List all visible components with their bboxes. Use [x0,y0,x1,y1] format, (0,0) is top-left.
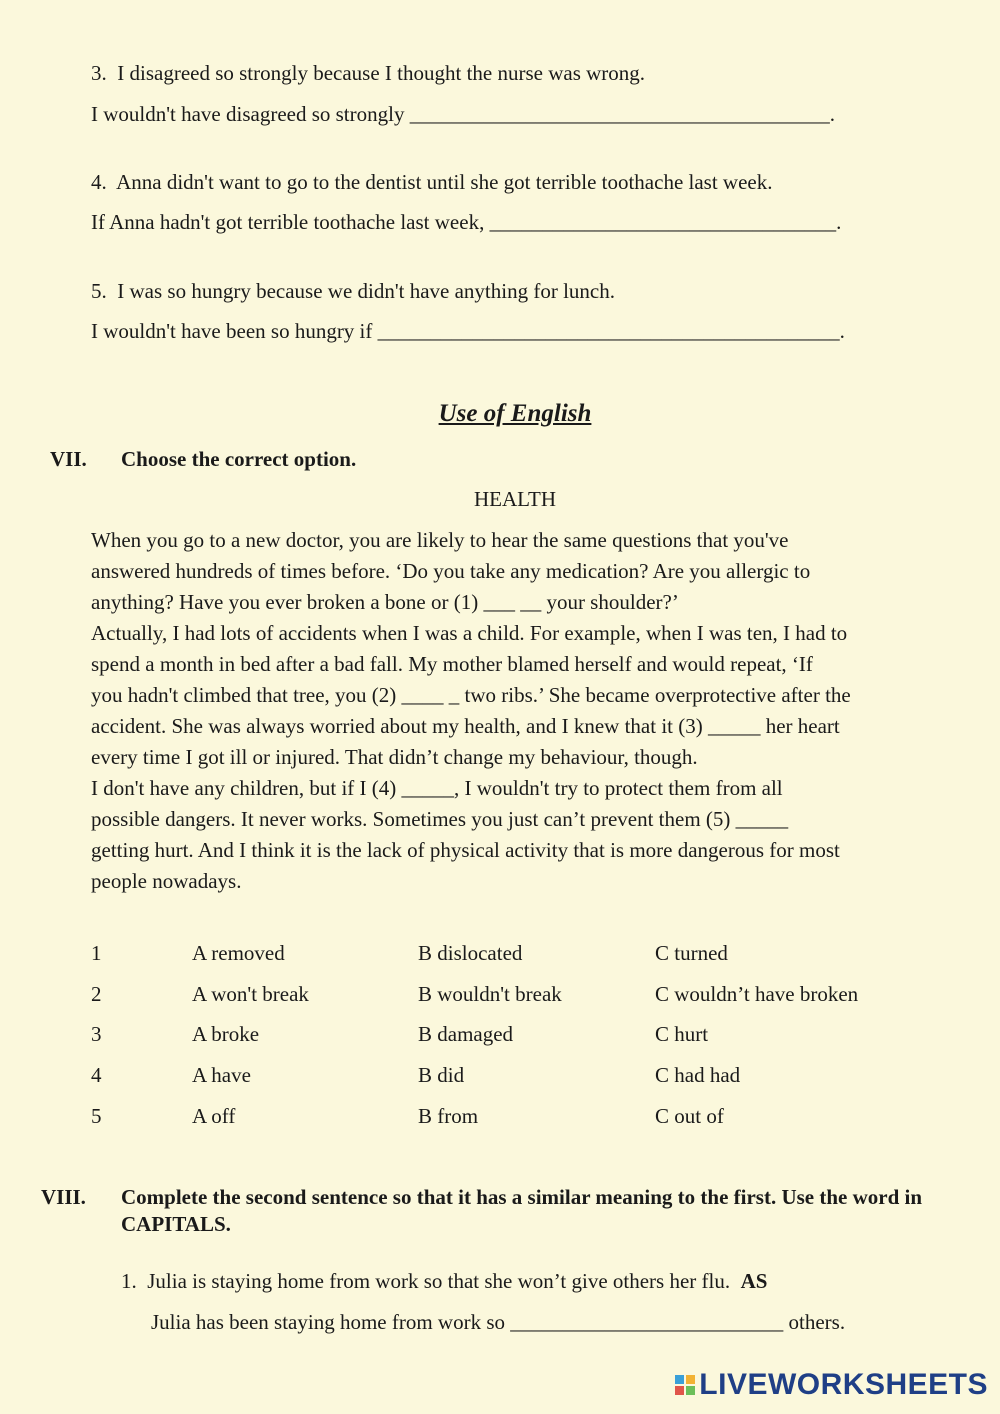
answer-line-4[interactable]: If Anna hadn't got terrible toothache last week, _________________________________. [91,210,842,234]
question-number: 4. [91,170,107,194]
option-number: 3 [91,1022,102,1046]
option-c[interactable]: C wouldn’t have broken [655,982,859,1006]
passage-line: spend a month in bed after a bad fall. My mother blamed herself and would repeat, ‘If [91,652,813,676]
question-text: Julia is staying home from work so that she won’t give others her flu. [147,1269,731,1293]
question-text: Anna didn't want to go to the dentist until she got terrible toothache last week. [116,170,773,194]
question-text: I was so hungry because we didn't have anything for lunch. [117,279,615,303]
question-4 [91,170,773,195]
question-text: I disagreed so strongly because I thought the nurse was wrong. [117,61,646,85]
passage-line: every time I got ill or injured. That didn’t change my behaviour, though. [91,745,698,769]
option-c[interactable]: C out of [655,1104,724,1128]
passage-line: people nowadays. [91,869,242,893]
option-c[interactable]: C turned [655,941,728,965]
option-a[interactable]: A off [192,1104,236,1128]
passage-title: HEALTH [473,487,557,511]
passage-line: getting hurt. And I think it is the lack of physical activity that is more dangerous for most [91,838,840,862]
option-b[interactable]: B did [418,1063,465,1087]
question-5 [91,279,615,304]
section-vii-number: VII. [50,447,87,471]
passage-line: When you go to a new doctor, you are likely to hear the same questions that you've [91,528,789,552]
passage-line: answered hundreds of times before. ‘Do you take any medication? Are you allergic to [91,559,811,583]
section-viii-title: Complete the second sentence so that it has a similar meaning to the first. Use the word in CAPITALS. [121,1185,923,1236]
option-number: 4 [91,1063,102,1087]
option-a[interactable]: A broke [192,1022,260,1046]
liveworksheets-logo [675,1368,988,1402]
viii-answer-line-1[interactable]: Julia has been staying home from work so __________________________ others. [151,1310,846,1334]
option-b[interactable]: B damaged [418,1022,514,1046]
option-b[interactable]: B from [418,1104,479,1128]
viii-question-1 [121,1269,767,1294]
liveworksheets-logo-icon [675,1375,695,1395]
option-c[interactable]: C had had [655,1063,741,1087]
option-a[interactable]: A removed [192,941,285,965]
passage-line: accident. She was always worried about my health, and I knew that it (3) _____ her heart [91,714,840,738]
passage-line: anything? Have you ever broken a bone or (1) ___ __ your shoulder?’ [91,590,679,614]
option-number: 2 [91,982,102,1006]
passage-line: you hadn't climbed that tree, you (2) ____ _ two ribs.’ She became overprotective after the [91,683,851,707]
keyword: AS [740,1269,768,1293]
question-3 [91,61,645,86]
option-b[interactable]: B wouldn't break [418,982,562,1006]
answer-line-3[interactable]: I wouldn't have disagreed so strongly ________________________________________. [91,102,835,126]
question-number: 5. [91,279,107,303]
question-number: 3. [91,61,107,85]
answer-line-5[interactable]: I wouldn't have been so hungry if ____________________________________________. [91,319,845,343]
passage-line: possible dangers. It never works. Sometimes you just can’t prevent them (5) _____ [91,807,789,831]
section-vii-title: Choose the correct option. [121,447,357,471]
option-number: 5 [91,1104,102,1128]
option-a[interactable]: A won't break [192,982,309,1006]
passage-line: Actually, I had lots of accidents when I was a child. For example, when I was ten, I had to [91,621,848,645]
passage-line: I don't have any children, but if I (4) _____, I wouldn't try to protect them from all [91,776,783,800]
option-number: 1 [91,941,102,965]
option-c[interactable]: C hurt [655,1022,709,1046]
option-a[interactable]: A have [192,1063,251,1087]
logo-text: LIVEWORKSHEETS [699,1368,988,1401]
section-viii-number: VIII. [41,1185,86,1209]
option-b[interactable]: B dislocated [418,941,523,965]
question-number: 1. [121,1269,137,1293]
use-of-english-heading: Use of English [438,400,592,427]
